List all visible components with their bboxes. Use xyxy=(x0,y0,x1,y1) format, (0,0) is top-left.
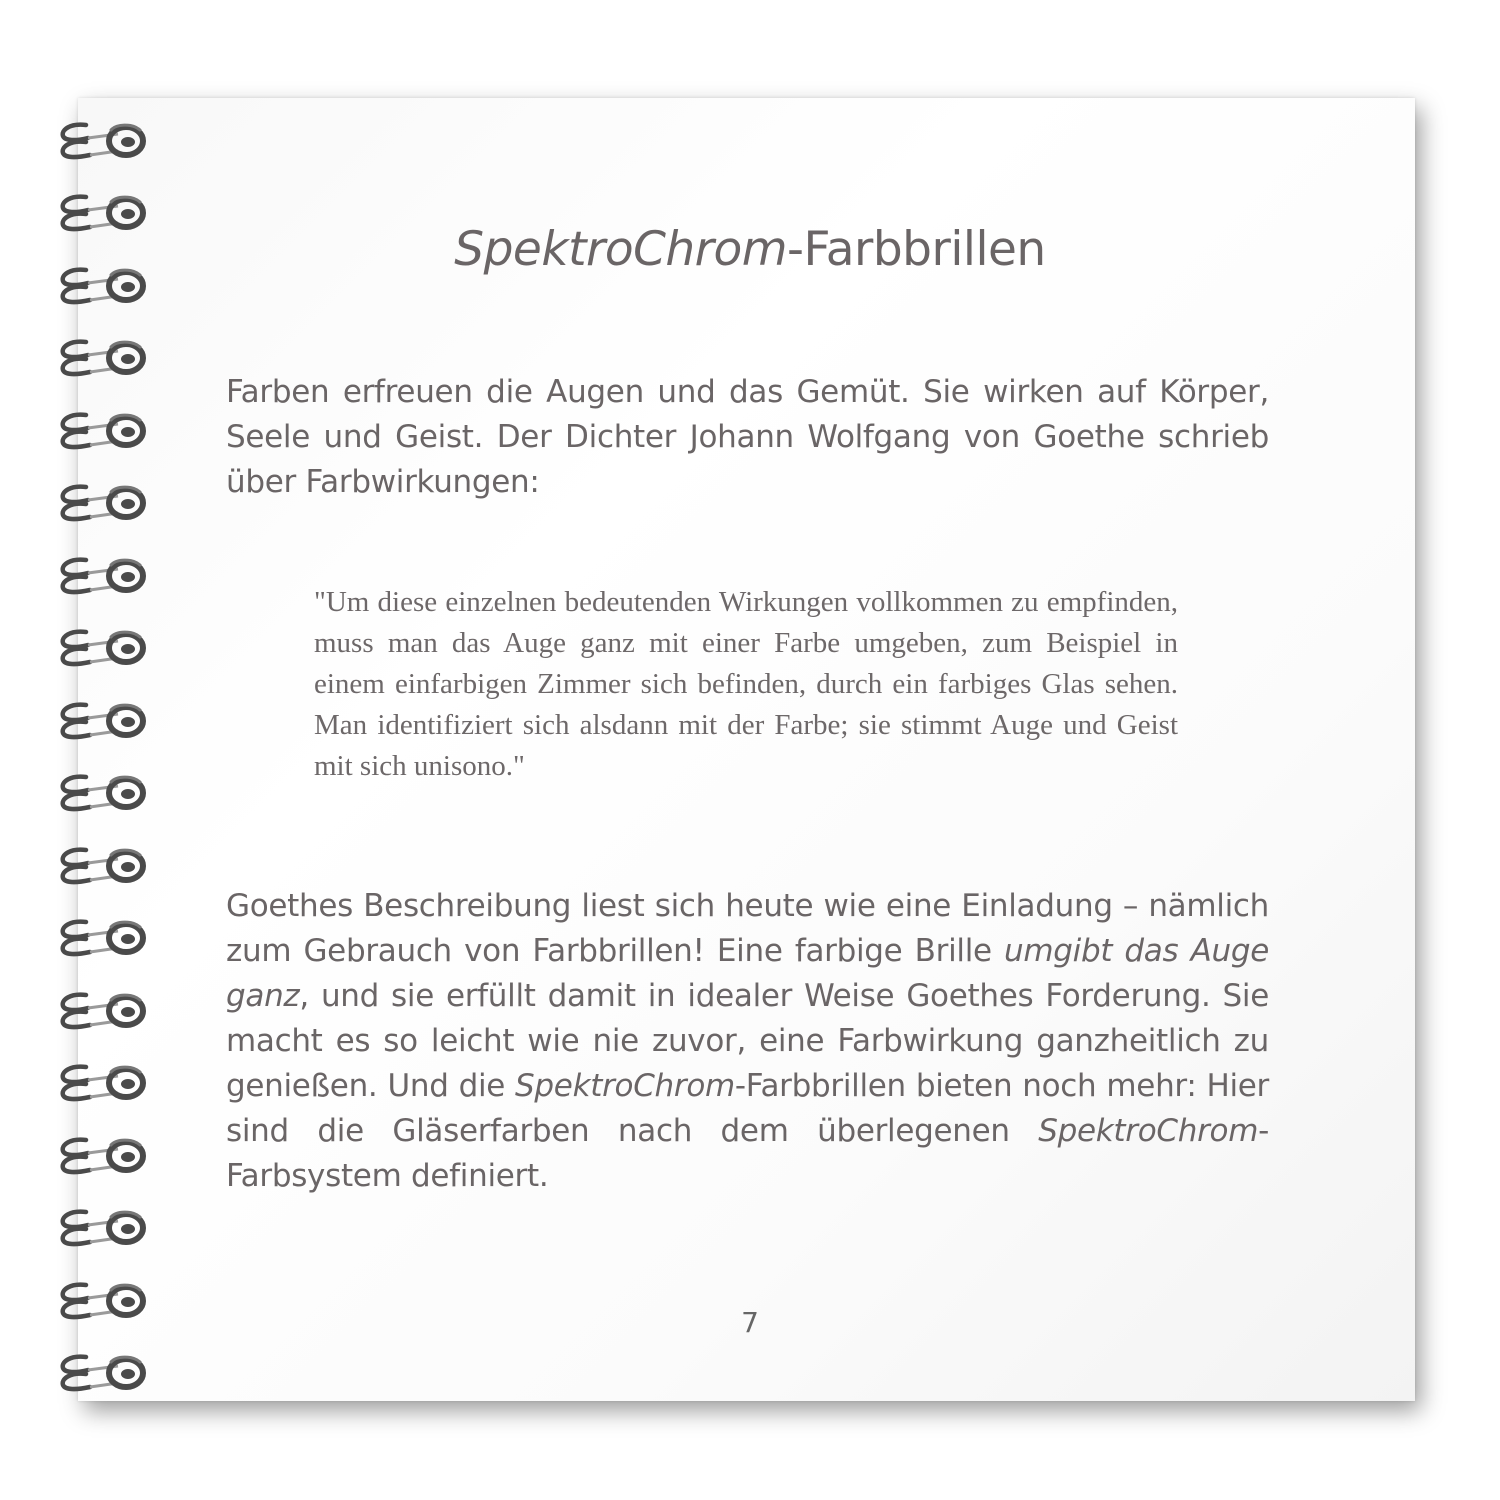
spiral-binding xyxy=(56,118,148,1368)
binding-ring xyxy=(56,335,148,379)
description-paragraph xyxy=(226,884,1269,1199)
text-run: -Farbbrillen bieten noch mehr: Hier sind die Gläserfarben nach dem überlegenen xyxy=(226,1068,1269,1149)
binding-ring xyxy=(56,988,148,1032)
goethe-quote: "Um diese einzelnen bedeutenden Wirkungen vollkommen zu empfinden, muss man das Auge ganz mit einer Farbe umgeben, zum Beispiel in einem einfarbigen Zimmer sich befinden, durch ein farbiges Glas sehen. Man identifiziert sich alsdann mit der Farbe; sie stimmt Auge und Geist mit sich unisono." xyxy=(314,586,1178,782)
binding-ring xyxy=(56,770,148,814)
page-number: 7 xyxy=(741,1306,759,1339)
text-run: -Farbsystem definiert. xyxy=(226,1113,1269,1194)
binding-ring xyxy=(56,625,148,669)
binding-ring xyxy=(56,1133,148,1177)
binding-ring xyxy=(56,698,148,742)
brand-emphasis: SpektroChrom xyxy=(515,1068,735,1104)
binding-ring xyxy=(56,408,148,452)
title-suffix: -Farbbrillen xyxy=(787,222,1046,277)
binding-ring xyxy=(56,118,148,162)
emphasis-run: umgibt das Auge ganz xyxy=(226,933,1269,1014)
binding-ring xyxy=(56,1205,148,1249)
binding-ring xyxy=(56,553,148,597)
text-run: , und sie erfüllt damit in idealer Weise Goethes Forderung. Sie macht es so leicht wie nie zuvor, eine Farbwirkung ganzheitlich zu genießen. Und die xyxy=(226,978,1269,1104)
binding-ring xyxy=(56,1350,148,1394)
brand-emphasis: SpektroChrom xyxy=(1038,1113,1259,1149)
binding-ring xyxy=(56,843,148,887)
binding-ring xyxy=(56,915,148,959)
binding-ring xyxy=(56,480,148,524)
page-title xyxy=(0,222,1500,277)
title-brand: SpektroChrom xyxy=(454,222,788,277)
binding-ring xyxy=(56,1060,148,1104)
text-run: Goethes Beschreibung liest sich heute wie eine Einladung – nämlich zum Gebrauch von Farbbrillen! Eine farbige Brille xyxy=(226,888,1269,969)
intro-paragraph: Farben erfreuen die Augen und das Gemüt. Sie wirken auf Körper, Seele und Geist. Der Dichter Johann Wolfgang von Goethe schrieb über Farbwirkungen: xyxy=(226,374,1269,500)
